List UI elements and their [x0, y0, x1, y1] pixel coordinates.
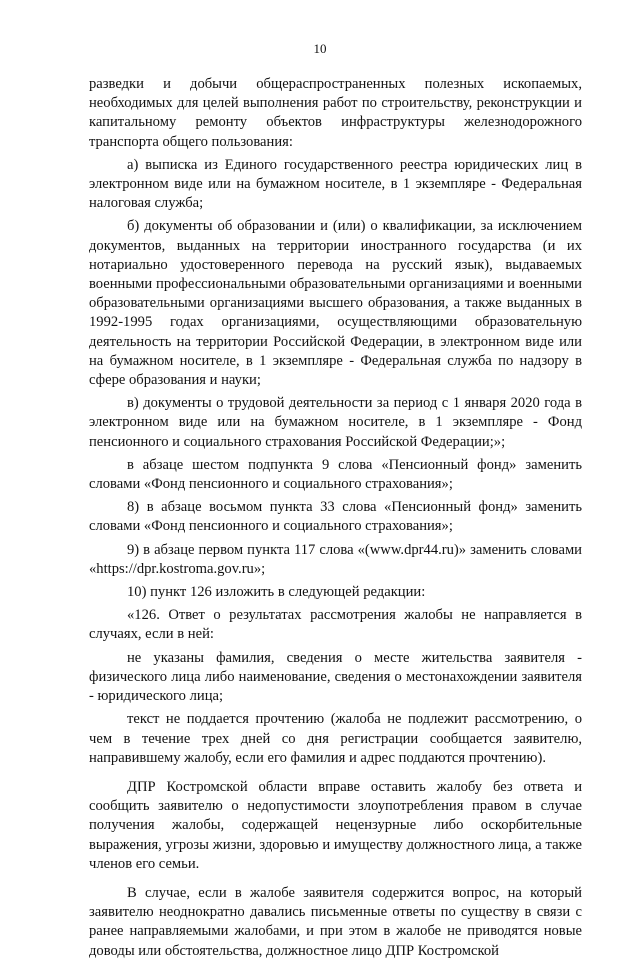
paragraph-item-b: б) документы об образовании и (или) о квалификации, за исключением документов, выданных на территории иностранного государства (и их нотариально удостоверенного перевода на русский язык), выдаваемых военными профессиональными образовательными организациями и военными образовательными организациями высшего образования, а также выданных в 1992-1995 годах организациями, осуществляющими образовательную деятельность на территории Российской Федерации, в электронном виде или на бумажном носителе, в 1 экземпляре - Федеральная служба по надзору в сфере образования и науки; — [89, 218, 582, 389]
paragraph-item-v: в) документы о трудовой деятельности за период с 1 января 2020 года в электронном виде или на бумажном носителе, в 1 экземпляре - Фонд пенсионного и социального страхования Российской Федерации;»; — [89, 395, 582, 450]
paragraph-item-a: а) выписка из Единого государственного реестра юридических лиц в электронном виде или на бумажном носителе, в 1 экземпляре - Федеральная налоговая служба; — [89, 156, 582, 212]
paragraph-point-9: 9) в абзаце первом пункта 117 слова «(www.dpr44.ru)» заменить словами «https://dpr.kostroma.gov.ru»; — [89, 541, 582, 577]
paragraph-abusive-complaint: ДПР Костромской области вправе оставить жалобу без ответа и сообщить заявителю о недопустимости злоупотребления правом в случае получения жалобы, содержащей нецензурные либо оскорбительные выражения, угрозы жизни, здоровью и имуществу должностного лица, а также членов его семьи. — [89, 778, 582, 872]
paragraph-no-name: не указаны фамилия, сведения о месте жительства заявителя - физического лица либо наименование, сведения о местонахождении заявителя - юридического лица; — [89, 649, 582, 705]
paragraph-unreadable: текст не поддается прочтению (жалоба не подлежит рассмотрению, о чем в течение трех дней со дня регистрации сообщается заявителю, направившему жалобу, если его фамилия и адрес поддаются прочтению). — [89, 711, 582, 766]
paragraph-clause-126: «126. Ответ о результатах рассмотрения жалобы не направляется в случаях, если в ней: — [89, 607, 582, 643]
paragraph-point-10: 10) пункт 126 изложить в следующей редакции: — [127, 584, 426, 601]
paragraph-repeated-complaint: В случае, если в жалобе заявителя содержится вопрос, на который заявителю неоднократно давались письменные ответы по существу в связи с ранее направляемыми жалобами, и при этом в жалобе не приводятся новые доводы или обстоятельства, должностное лицо ДПР Костромской — [89, 884, 582, 959]
document-body — [89, 75, 582, 961]
paragraph-point-8: 8) в абзаце восьмом пункта 33 слова «Пенсионный фонд» заменить словами «Фонд пенсионного и социального страхования»; — [89, 499, 582, 535]
paragraph-subitem-9: в абзаце шестом подпункта 9 слова «Пенсионный фонд» заменить словами «Фонд пенсионного и социального страхования»; — [89, 456, 582, 493]
paragraph-continuation: разведки и добычи общераспространенных полезных ископаемых, необходимых для целей выполнения работ по строительству, реконструкции и капитальному ремонту объектов инфраструктуры железнодорожного транспорта общего пользования: — [89, 76, 582, 150]
page-number: 10 — [313, 41, 327, 56]
